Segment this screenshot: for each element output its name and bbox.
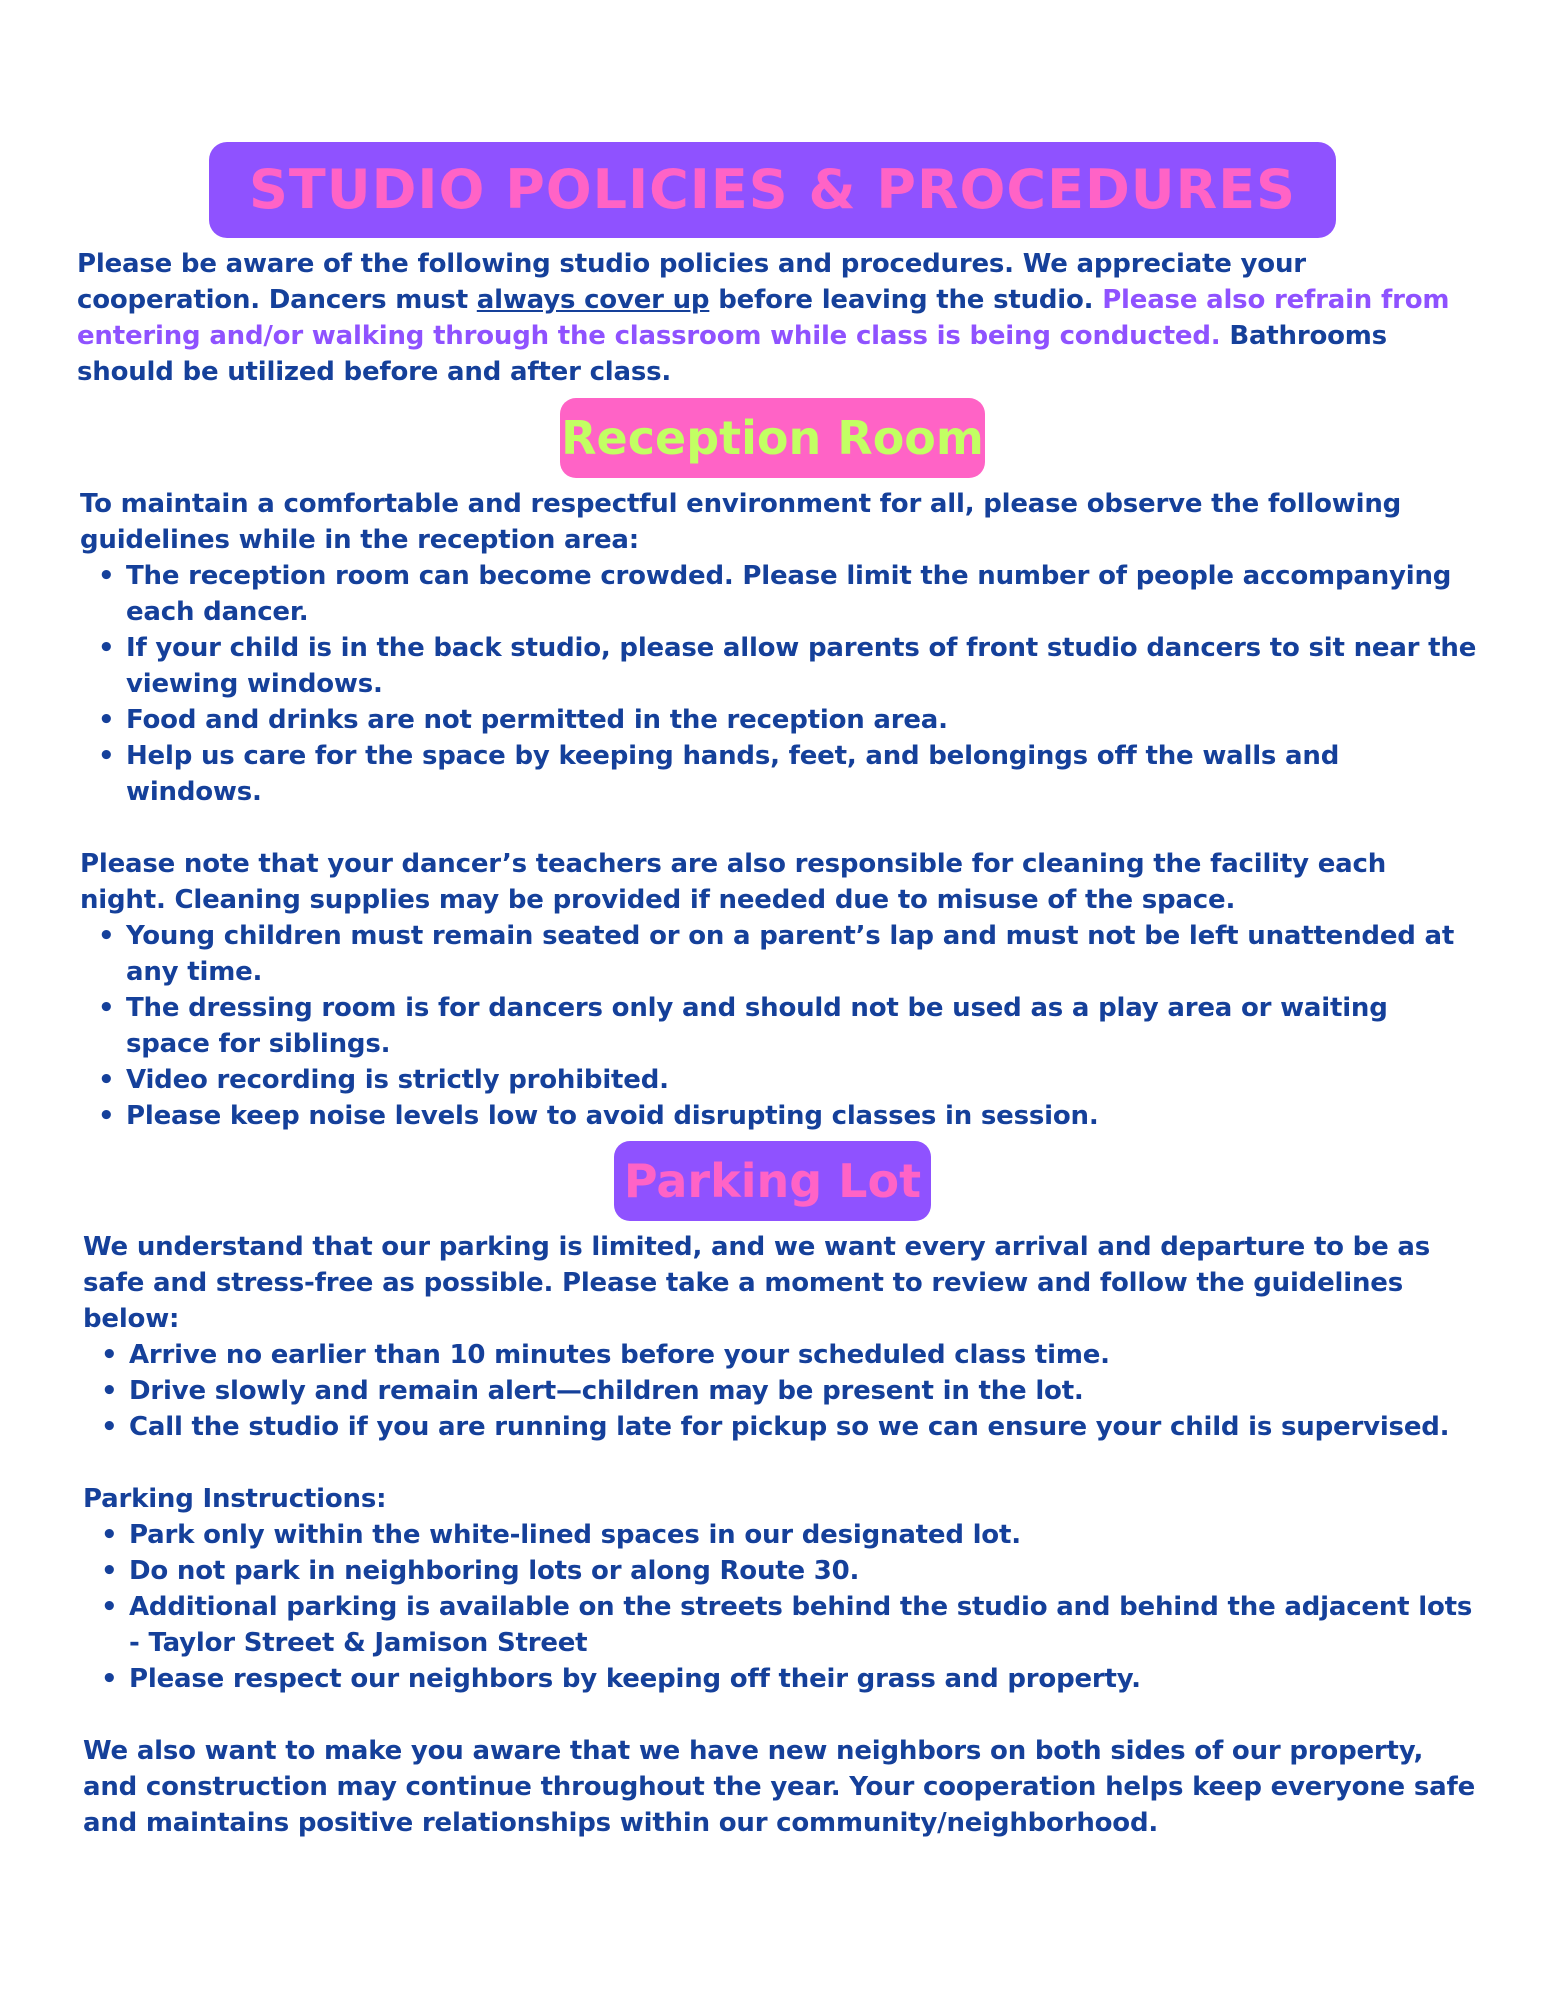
list-item: • The dressing room is for dancers only and should not be used as a play area or waiting space for siblings.	[80, 990, 1480, 1062]
reception-intro: To maintain a comfortable and respectful environment for all, please observe the following guidelines while in the reception area:	[80, 489, 1402, 555]
parking-instructions-list	[83, 1517, 1483, 1697]
list-item: • If your child is in the back studio, please allow parents of front studio dancers to sit near the viewing windows.	[80, 630, 1480, 702]
reception-heading: Reception Room	[560, 398, 985, 478]
reception-list	[80, 558, 1480, 810]
intro-text-1: Please be aware of the following studio policies and procedures. We appreciate your cooperation. Dancers must	[77, 249, 1306, 315]
list-item: • Please keep noise levels low to avoid disrupting classes in session.	[80, 1098, 1480, 1134]
list-item: • Park only within the white-lined spaces in our designated lot.	[83, 1517, 1483, 1553]
intro-text-2: before leaving the studio.	[709, 285, 1103, 315]
intro-highlight-text: Please also refrain from entering and/or walking through the classroom while class is being conducted.	[77, 285, 1450, 351]
parking-closing: We also want to make you aware that we have new neighbors on both sides of our property, and construction may continue throughout the year. Your cooperation helps keep everyone safe and maintains positive relationships within our community/neighborhood.	[83, 1736, 1476, 1838]
list-item: • Arrive no earlier than 10 minutes before your scheduled class time.	[83, 1337, 1483, 1373]
intro-paragraph	[77, 246, 1467, 390]
list-item: • Additional parking is available on the streets behind the studio and behind the adjacent lots - Taylor Street & Jamison Street	[83, 1589, 1483, 1661]
list-item: • Do not park in neighboring lots or along Route 30.	[83, 1553, 1483, 1589]
intro-underlined-text: always cover up	[476, 285, 710, 315]
list-item: • Food and drinks are not permitted in the reception area.	[80, 702, 1480, 738]
reception-section	[80, 486, 1480, 1134]
parking-list	[83, 1337, 1483, 1445]
list-item: • Help us care for the space by keeping hands, feet, and belongings off the walls and windows.	[80, 738, 1480, 810]
title-banner	[209, 142, 1336, 238]
list-item: • Call the studio if you are running late for pickup so we can ensure your child is supervised.	[83, 1409, 1483, 1445]
page-title: STUDIO POLICIES & PROCEDURES	[249, 158, 1296, 221]
title-banner-wrap	[0, 142, 1545, 238]
parking-section	[83, 1229, 1483, 1841]
reception-note: Please note that your dancer’s teachers are also responsible for cleaning the facility each night. Cleaning supplies may be provided if needed due to misuse of the space.	[80, 849, 1387, 915]
list-item: • Young children must remain seated or on a parent’s lap and must not be left unattended at any time.	[80, 918, 1480, 990]
list-item: • Please respect our neighbors by keeping off their grass and property.	[83, 1661, 1483, 1697]
parking-heading: Parking Lot	[614, 1141, 931, 1221]
reception-heading-wrap	[0, 398, 1545, 478]
list-item: • Drive slowly and remain alert—children may be present in the lot.	[83, 1373, 1483, 1409]
list-item: • The reception room can become crowded. Please limit the number of people accompanying each dancer.	[80, 558, 1480, 630]
parking-intro: We understand that our parking is limited, and we want every arrival and departure to be as safe and stress-free as possible. Please take a moment to review and follow the guidelines below:	[83, 1232, 1431, 1334]
parking-instructions-label: Parking Instructions:	[83, 1484, 387, 1514]
parking-heading-wrap	[0, 1141, 1545, 1221]
reception-note-list	[80, 918, 1480, 1134]
intro-text-3: Bathrooms should be utilized before and after class.	[77, 321, 1387, 387]
list-item: • Video recording is strictly prohibited.	[80, 1062, 1480, 1098]
